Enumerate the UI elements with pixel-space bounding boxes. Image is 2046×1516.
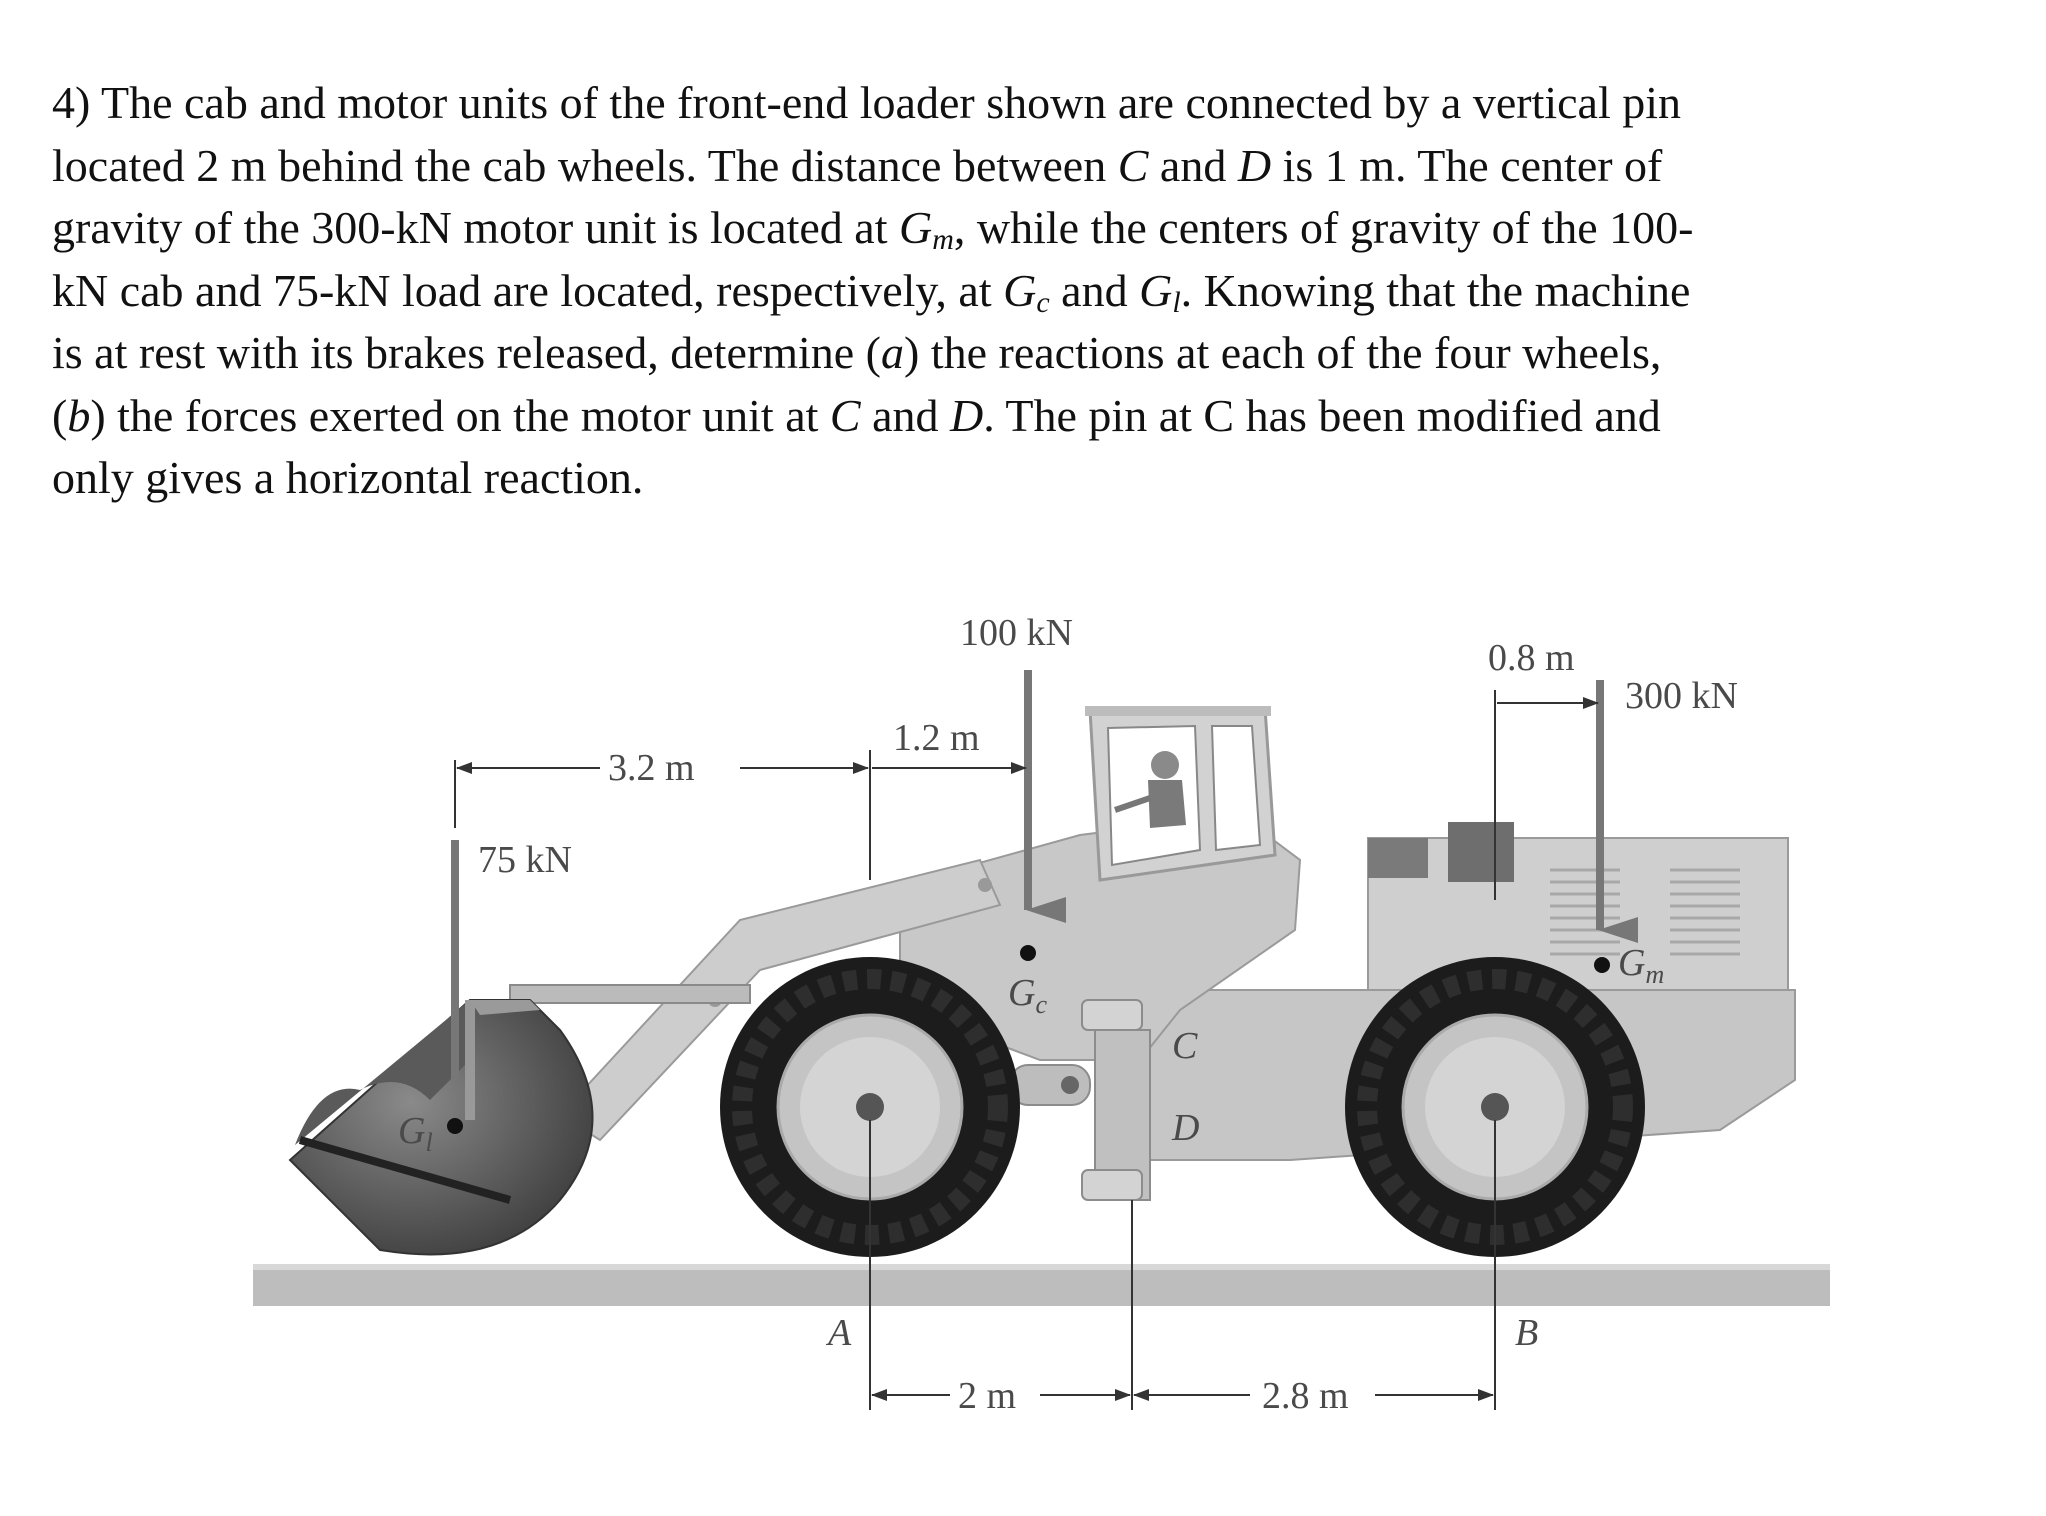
dim-front-wheel-to-cab-cg: 1.2 m [893, 717, 980, 759]
problem-line-2: located 2 m behind the cab wheels. The distance between C and D is 1 m. The center of [52, 139, 1663, 191]
problem-line-3: gravity of the 300-kN motor unit is located at $G_m$, while the centers of gravity of the 100- [52, 202, 1694, 256]
load-cg-label: $G_l$ [398, 1110, 433, 1157]
cab-cg-point [1020, 945, 1036, 961]
loader-figure [0, 560, 2046, 1510]
load-force-label: 75 kN [478, 839, 572, 881]
bucket [290, 1000, 593, 1254]
point-a-label: A [828, 1312, 852, 1354]
problem-statement [52, 72, 2002, 510]
problem-line-5: is at rest with its brakes released, determine (a) the reactions at each of the four wheels, [52, 327, 1662, 378]
problem-line-7: only gives a horizontal reaction. [52, 452, 644, 503]
dim-motor-cg-offset: 0.8 m [1488, 637, 1575, 679]
motor-cg-point [1594, 957, 1610, 973]
point-c-label: C [1172, 1025, 1198, 1067]
dim-load-to-front-wheel: 3.2 m [608, 747, 695, 789]
problem-line-1: 4) The cab and motor units of the front-end loader shown are connected by a vertical pin [52, 77, 1682, 128]
problem-line-4: kN cab and 75-kN load are located, respectively, at $G_c$ and $G_l$. Knowing that the machine [52, 264, 1691, 319]
dim-front-wheel-to-pin: 2 m [958, 1375, 1017, 1417]
load-cg-point [447, 1118, 463, 1134]
point-b-label: B [1515, 1312, 1539, 1354]
ground [253, 1264, 1830, 1306]
motor-force-label: 300 kN [1625, 675, 1738, 717]
cab-cg-label: $G_c$ [1008, 972, 1047, 1019]
dim-pin-to-rear-wheel: 2.8 m [1262, 1375, 1349, 1417]
motor-cg-label: $G_m$ [1618, 942, 1665, 989]
point-d-label: D [1172, 1107, 1200, 1149]
problem-line-6: (b) the forces exerted on the motor unit at C and D. The pin at C has been modified and [52, 389, 1661, 441]
cab-force-label: 100 kN [960, 612, 1073, 654]
